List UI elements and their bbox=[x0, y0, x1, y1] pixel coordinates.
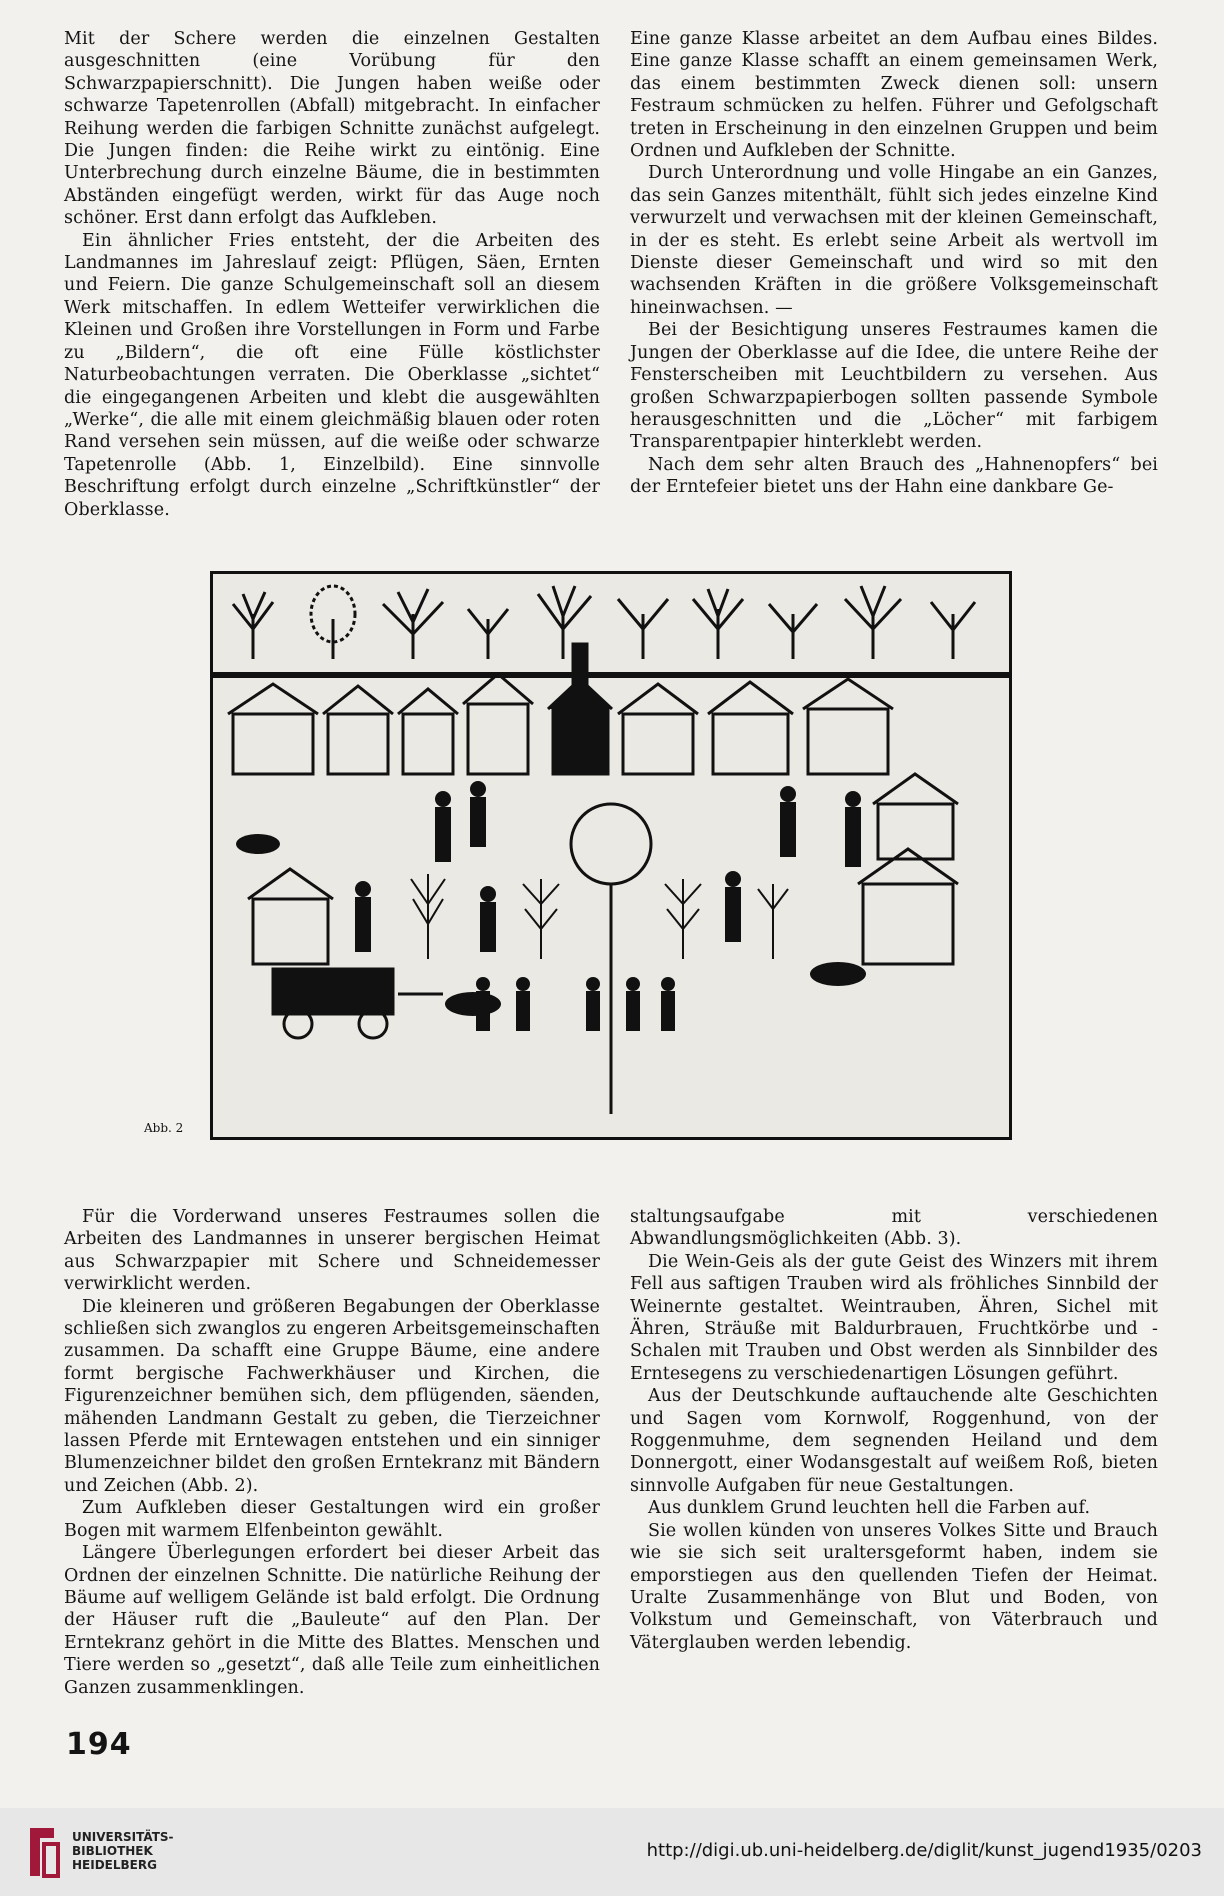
paragraph: Aus dunklem Grund leuchten hell die Farben auf. bbox=[648, 1498, 1091, 1519]
text-column-bottom-right bbox=[630, 1206, 1158, 1654]
paper-cut-figure bbox=[210, 571, 1012, 1140]
paragraph: Für die Vorderwand unseres Festraumes sollen die Arbeiten des Landmannes in unserer bergischen Heimat aus Schwarzpapier mit Schere und Schneidemesser verwirklicht werden. bbox=[64, 1207, 600, 1295]
text-column-bottom-left bbox=[64, 1206, 600, 1699]
paragraph: staltungsaufgabe mit verschiedenen Abwandlungsmöglichkeiten (Abb. 3). bbox=[630, 1207, 1158, 1250]
paragraph: Die Wein-Geis als der gute Geist des Winzers mit ihrem Fell aus saftigen Trauben wird als fröhliches Sinnbild der Weinernte gestaltet. Weintrauben, Ähren, Sichel mit Ähren, Sträuße mit Baldurbrauen, Fruchtkörbe und -Schalen mit Trauben und Obst werden als Sinnbilder des Erntesegens zu verschiedenartigen Lösungen geführt. bbox=[630, 1251, 1158, 1384]
library-name bbox=[72, 1830, 174, 1872]
university-library-logo-icon bbox=[24, 1824, 64, 1880]
permalink-url[interactable]: http://digi.ub.uni-heidelberg.de/diglit/kunst_jugend1935/0203 bbox=[646, 1840, 1202, 1861]
text-column-top-left bbox=[64, 28, 600, 521]
library-line: BIBLIOTHEK bbox=[72, 1844, 153, 1858]
paragraph: Ein ähnlicher Fries entsteht, der die Arbeiten des Landmannes im Jahreslauf zeigt: Pflügen, Säen, Ernten und Feiern. Die ganze Schulgemeinschaft soll an diesem Werk mitschaffen. In edlem Wetteifer verwirklichen die Kleinen und Großen ihre Vorstellungen in Form und Farbe zu „Bildern“, die oft eine Fülle köstlichster Naturbeobachtungen verraten. Die Oberklasse „sichtet“ die eingegangenen Arbeiten und klebt die ausgewählten „Werke“, die alle mit einem gleichmäßig blauen oder roten Rand versehen sein müssen, auf die weiße oder schwarze Tapetenrolle (Abb. 1, Einzelbild). Eine sinnvolle Beschriftung erfolgt durch einzelne „Schriftkünstler“ der Oberklasse. bbox=[64, 230, 600, 520]
harvest-silhouette-illustration bbox=[213, 574, 1009, 1137]
paragraph: Zum Aufkleben dieser Gestaltungen wird ein großer Bogen mit warmem Elfenbeinton gewählt. bbox=[64, 1498, 600, 1541]
viewer-footer bbox=[0, 1808, 1224, 1896]
paragraph: Durch Unterordnung und volle Hingabe an ein Ganzes, das sein Ganzes mitenthält, fühlt sich jedes einzelne Kind verwurzelt und verwachsen mit der kleinen Gemeinschaft, in der es steht. Es erlebt seine Arbeit als wertvoll im Dienste dieser Gemeinschaft und wird so mit den wachsenden Kräften in die größere Volksgemeinschaft hineinwachsen. — bbox=[630, 163, 1158, 318]
paragraph: Längere Überlegungen erfordert bei dieser Arbeit das Ordnen der einzelnen Schnitte. Die natürliche Reihung der Bäume auf welligem Gelände ist bald erfolgt. Die Ordnung der Häuser ruft die „Bauleute“ auf den Plan. Der Erntekranz gehört in die Mitte des Blattes. Menschen und Tiere werden so „gesetzt“, daß alle Teile zum einheitlichen Ganzen zusammenklingen. bbox=[64, 1543, 600, 1698]
paragraph: Bei der Besichtigung unseres Festraumes kamen die Jungen der Oberklasse auf die Idee, die untere Reihe der Fensterscheiben mit Leuchtbildern zu versehen. Aus großen Schwarzpapierbogen sollten passende Symbole herausgeschnitten und die „Löcher“ mit farbigem Transparentpapier hinterklebt werden. bbox=[630, 320, 1158, 453]
paragraph: Aus der Deutschkunde auftauchende alte Geschichten und Sagen vom Kornwolf, Roggenhund, von der Roggenmuhme, dem segnenden Heiland und dem Donnergott, einer Wodansgestalt auf weißem Roß, bieten sinnvolle Aufgaben für neue Gestaltungen. bbox=[630, 1386, 1158, 1496]
figure-caption: Abb. 2 bbox=[144, 1121, 184, 1135]
paragraph: Mit der Schere werden die einzelnen Gestalten ausgeschnitten (eine Vorübung für den Schwarzpapierschnitt). Die Jungen haben weiße oder schwarze Tapetenrollen (Abfall) mitgebracht. In einfacher Reihung werden die farbigen Schnitte zunächst aufgelegt. Die Jungen finden: die Reihe wirkt zu eintönig. Eine Unterbrechung durch einzelne Bäume, die in bestimmten Abständen eingefügt werden, wirkt für das Auge noch schöner. Erst dann erfolgt das Aufkleben. bbox=[64, 29, 600, 229]
paragraph: Eine ganze Klasse arbeitet an dem Aufbau eines Bildes. Eine ganze Klasse schafft an einem gemeinsamen Werk, das einem bestimmten Zweck dienen soll: unsern Festraum schmücken zu helfen. Führer und Gefolgschaft treten in Erscheinung in den einzelnen Gruppen und beim Ordnen und Aufkleben der Schnitte. bbox=[630, 29, 1158, 162]
paragraph: Sie wollen künden von unseres Volkes Sitte und Brauch wie sie sich seit uraltersgeformt haben, indem sie emporstiegen aus den quellenden Tiefen der Heimat. Uralte Zusammenhänge von Blut und Boden, von Volkstum und Gemeinschaft, von Väterbrauch und Väterglauben werden lebendig. bbox=[630, 1520, 1158, 1653]
paragraph: Die kleineren und größeren Begabungen der Oberklasse schließen sich zwanglos zu engeren Arbeitsgemeinschaften zusammen. Da schafft eine Gruppe Bäume, eine andere formt bergische Fachwerkhäuser und Kirchen, die Figurenzeichner bemühen sich, dem pflügenden, säenden, mähenden Landmann Gestalt zu geben, die Tierzeichner lassen Pferde mit Erntewagen entstehen und ein sinniger Blumenzeichner bildet den großen Erntekranz mit Bändern und Zeichen (Abb. 2). bbox=[64, 1296, 600, 1496]
library-line: UNIVERSITÄTS- bbox=[72, 1830, 174, 1844]
library-line: HEIDELBERG bbox=[72, 1858, 157, 1872]
page-number: 194 bbox=[66, 1727, 132, 1762]
text-column-top-right bbox=[630, 28, 1158, 499]
paragraph: Nach dem sehr alten Brauch des „Hahnenopfers“ bei der Erntefeier bietet uns der Hahn eine dankbare Ge- bbox=[630, 454, 1158, 498]
